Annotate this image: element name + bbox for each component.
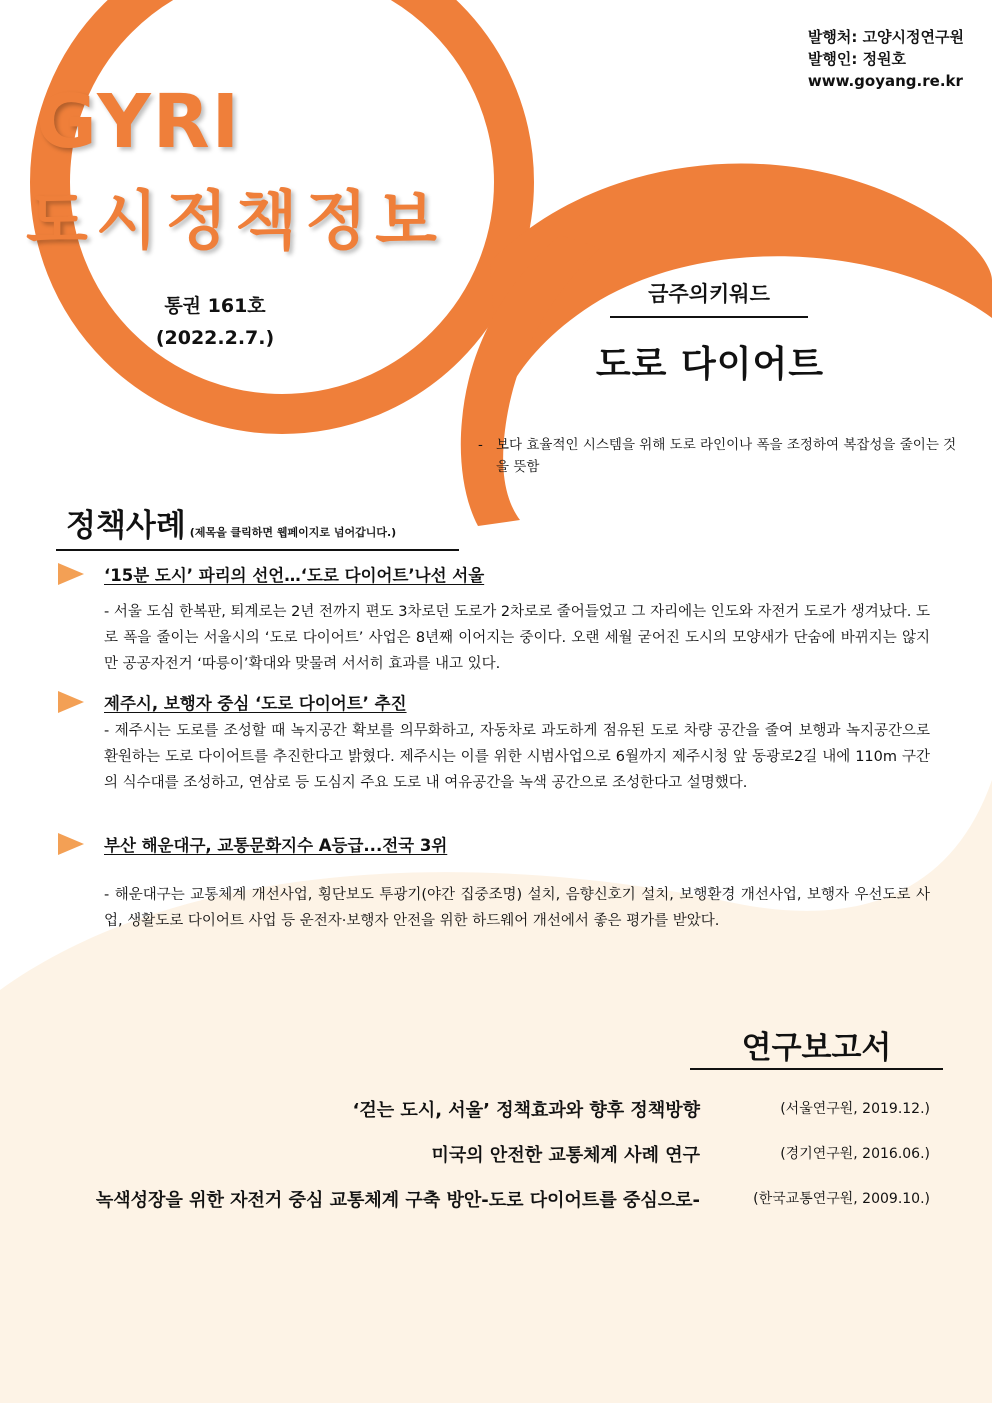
report-title[interactable]: 녹색성장을 위한 자전거 중심 교통체계 구축 방안-도로 다이어트를 중심으로-	[95, 1190, 700, 1211]
triangle-bullet-icon	[58, 563, 84, 585]
triangle-bullet-icon	[58, 691, 84, 713]
report-item-2[interactable]	[20, 1141, 930, 1171]
issue-info	[120, 290, 310, 354]
report-source: (경기연구원, 2016.06.)	[780, 1146, 930, 1162]
case-body-3: - 해운대구는 교통체계 개선사업, 횡단보도 투광기(야간 집중조명) 설치, 음향신호기 설치, 보행환경 개선사업, 보행자 우선도로 사업, 생활도로 다이어트 사업 등 운전자·보행자 안전을 위한 하드웨어 개선에서 좋은 평가를 받았다.	[104, 887, 930, 929]
reports-section-title: 연구보고서	[690, 1028, 943, 1070]
keyword-description-text: 보다 효율적인 시스템을 위해 도로 라인이나 폭을 조정하여 복잡성을 줄이는 것을 뜻함	[496, 437, 957, 475]
keyword-label: 금주의키워드	[610, 278, 808, 318]
case-body-2: - 제주시는 도로를 조성할 때 녹지공간 확보를 의무화하고, 자동차로 과도하게 점유된 도로 차량 공간을 줄여 보행과 녹지공간으로 환원하는 도로 다이어트를 추진한다고 밝혔다. 제주시는 이를 위한 시범사업으로 6월까지 제주시청 앞 동광로2길 내에 110m 구간의 식수대를 조성하고, 연삼로 등 도심지 주요 도로 내 여유공간을 녹색 공간으로 조성한다고 설명했다.	[104, 723, 930, 791]
issue-date: (2022.2.7.)	[155, 327, 275, 349]
case-title-link[interactable]: 부산 해운대구, 교통문화지수 A등급...전국 3위	[104, 836, 448, 855]
keyword-title: 도로 다이어트	[595, 344, 825, 385]
keyword-description-dash: -	[478, 437, 483, 453]
report-item-1[interactable]	[20, 1096, 930, 1126]
report-source: (한국교통연구원, 2009.10.)	[753, 1191, 930, 1207]
case-title-link[interactable]: 제주시, 보행자 중심 ‘도로 다이어트’ 추진	[104, 694, 407, 713]
case-body-1: - 서울 도심 한복판, 퇴계로는 2년 전까지 편도 3차로던 도로가 2차로로 줄어들었고 그 자리에는 인도와 자전거 도로가 생겨났다. 도로 폭을 줄이는 서울시의 ‘도로 다이어트’ 사업은 8년째 이어지는 중이다. 오랜 세월 굳어진 도시의 모양새가 단숨에 바뀌지는 않지만 공공자전거 ‘따릉이’확대와 맞물려 서서히 효과를 내고 있다.	[104, 604, 930, 672]
case-title-1[interactable]	[58, 562, 484, 586]
website-link[interactable]: www.goyang.re.kr	[807, 72, 963, 90]
case-title-3[interactable]	[58, 832, 447, 856]
issue-number: 통권 161호	[164, 295, 266, 317]
report-item-3[interactable]	[20, 1186, 930, 1216]
cream-background-shape	[0, 780, 992, 1403]
report-source: (서울연구원, 2019.12.)	[780, 1101, 930, 1117]
publisher-name-text: 발행인: 정원호	[807, 50, 907, 68]
case-title-link[interactable]: ‘15분 도시’ 파리의 선언…‘도로 다이어트’나선 서울	[104, 566, 485, 585]
issuer-text: 발행처: 고양시정연구원	[807, 28, 964, 46]
case-title-2[interactable]	[58, 690, 407, 714]
cases-section-title: 정책사례	[66, 508, 186, 544]
publisher-info	[808, 26, 964, 92]
report-title[interactable]: ‘걷는 도시, 서울’ 정책효과와 향후 정책방향	[352, 1100, 700, 1121]
gyri-logo: GYRI	[36, 79, 242, 165]
cases-section-note: (제목을 클릭하면 웹페이지로 넘어갑니다.)	[189, 526, 397, 539]
cases-section-header	[56, 500, 459, 551]
triangle-bullet-icon	[58, 833, 84, 855]
report-title[interactable]: 미국의 안전한 교통체계 사례 연구	[431, 1145, 700, 1166]
keyword-description	[478, 434, 968, 478]
logo-subtitle: 도시정책정보	[26, 185, 445, 259]
